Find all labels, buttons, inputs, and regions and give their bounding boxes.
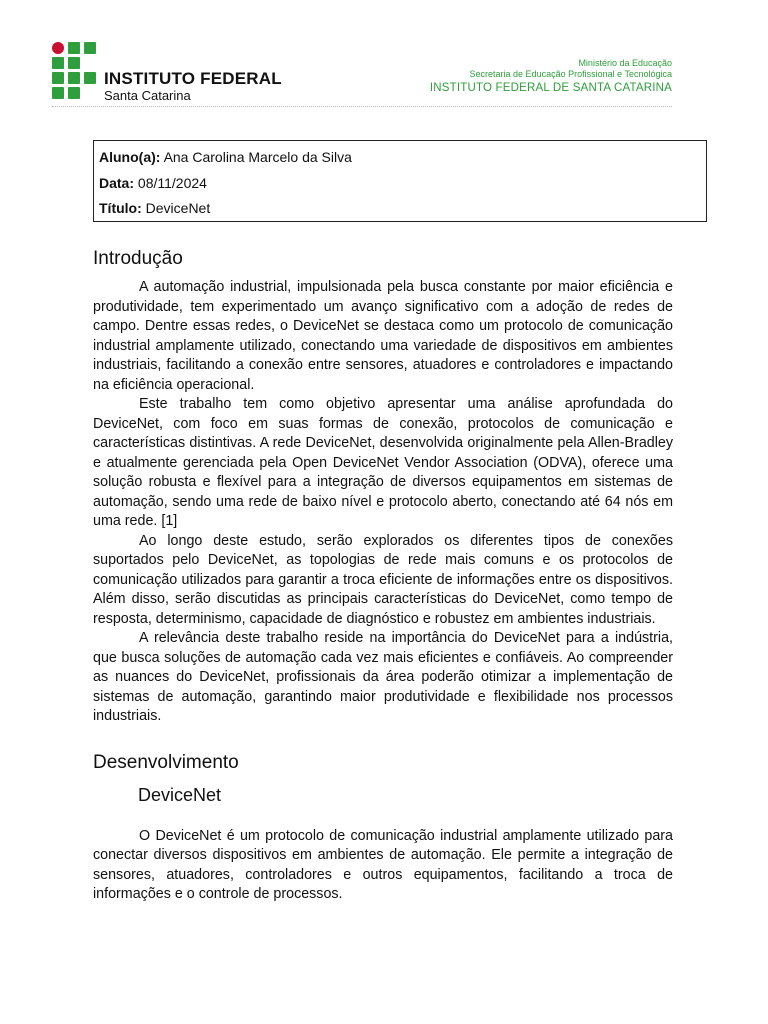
title-label: Título: <box>99 200 142 216</box>
student-row <box>99 149 701 175</box>
ministry-block <box>430 58 672 94</box>
date-row <box>99 175 701 201</box>
header-divider <box>52 106 672 107</box>
ministry-line: Ministério da Educação <box>578 58 672 68</box>
brand-title: INSTITUTO FEDERAL <box>104 69 282 88</box>
student-info-box <box>93 140 707 222</box>
document-body <box>93 248 673 905</box>
intro-paragraph: A relevância deste trabalho reside na importância do DeviceNet para a indústria, que busca soluções de automação cada vez mais eficientes e confiáveis. Ao compreender as nuances do DeviceNet, profissionais da área poderão otimizar a implementação de sistemas de automação, garantindo maior produtividade e flexibilidade nos processos industriais. <box>93 630 673 724</box>
secretary-line: Secretaria de Educação Profissional e Tecnológica <box>469 69 672 79</box>
student-label: Aluno(a): <box>99 149 161 165</box>
intro-paragraph: Este trabalho tem como objetivo apresentar uma análise aprofundada do DeviceNet, com foco em suas formas de conexão, protocolos de comunicação e características distintivas. A rede DeviceNet, desenvolvida originalmente pela Allen-Bradley e atualmente gerenciada pela Open DeviceNet Vendor Association (ODVA), oferece uma solução robusta e flexível para a integração de diversos equipamentos em sistemas de automação, sendo uma rede de baixo nível e protocolo aberto, conectando até 64 nós em uma rede. [1] <box>93 396 673 529</box>
intro-paragraph: A automação industrial, impulsionada pela busca constante por maior eficiência e produtividade, tem experimentado um avanço significativo com a adoção de redes de campo. Dentre essas redes, o DeviceNet se destaca como um protocolo de comunicação industrial amplamente utilizado, conectando uma variedade de dispositivos em ambientes industriais, facilitando a conexão entre sensores, atuadores e controladores e impactando na eficiência operacional. <box>93 279 673 393</box>
page-header <box>52 42 676 112</box>
student-name: Ana Carolina Marcelo da Silva <box>163 149 352 165</box>
institution-name: INSTITUTO FEDERAL DE SANTA CATARINA <box>429 82 672 94</box>
title-row <box>99 200 701 226</box>
title-value: DeviceNet <box>145 200 211 216</box>
intro-paragraph: Ao longo deste estudo, serão explorados os diferentes tipos de conexões suportados pelo DeviceNet, as topologias de rede mais comuns e os protocolos de comunicação utilizados para garantir a troca eficiente de informações entre os dispositivos. Além disso, serão discutidas as principais características do DeviceNet, como tempo de resposta, determinismo, capacidade de diagnóstico e robustez em ambientes industriais. <box>93 532 673 627</box>
ifsc-logo-icon <box>52 42 98 100</box>
brand-subtitle: Santa Catarina <box>104 88 191 103</box>
date-label: Data: <box>99 174 135 191</box>
date-value: 08/11/2024 <box>137 174 207 191</box>
development-heading: Desenvolvimento <box>93 751 239 773</box>
devicenet-paragraph: O DeviceNet é um protocolo de comunicação industrial amplamente utilizado para conectar diversos dispositivos em ambientes de automação. Ele permite a integração de sensores, atuadores, controladores e outros equipamentos, facilitando a troca de informações e o controle de processos. <box>93 827 673 902</box>
intro-heading: Introdução <box>93 248 183 269</box>
devicenet-subheading: DeviceNet <box>138 784 222 805</box>
